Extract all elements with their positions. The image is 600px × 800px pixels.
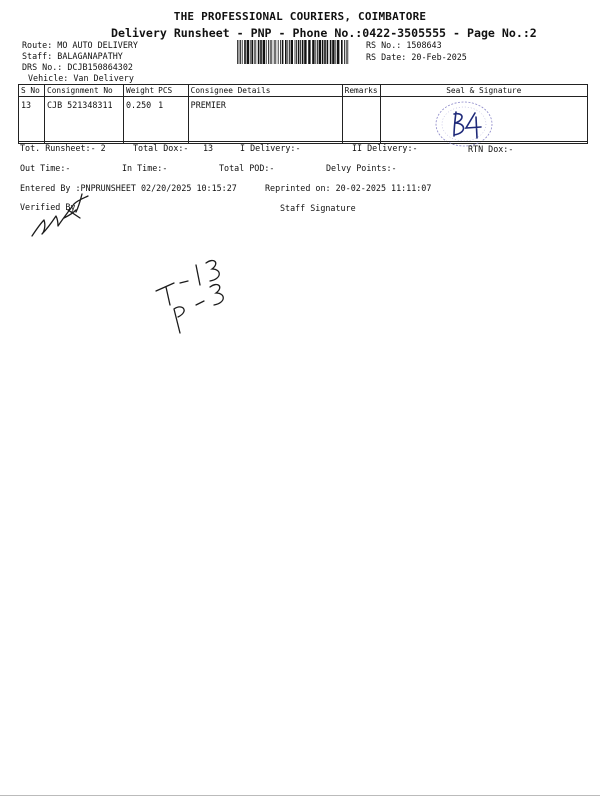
cell-consignee: PREMIER bbox=[188, 97, 342, 144]
cell-consignment: CJB 521348311 bbox=[45, 97, 124, 144]
reprinted-on: Reprinted on: 20-02-2025 11:11:07 bbox=[265, 183, 432, 193]
company-name: THE PROFESSIONAL COURIERS, COIMBATORE bbox=[173, 10, 427, 23]
runsheet-subtitle: Delivery Runsheet - PNP - Phone No.:0422-3505555 - Page No.:2 bbox=[111, 26, 537, 40]
entered-by: Entered By :PNPRUNSHEET 02/20/2025 10:15:27 bbox=[20, 183, 237, 193]
vehicle-label: Vehicle: Van Delivery bbox=[28, 73, 134, 83]
column-header-consignee: Consignee Details bbox=[188, 85, 342, 97]
total-dox-label: Total Dox:- bbox=[133, 143, 189, 153]
total-runsheet: Tot. Runsheet:- 2 bbox=[20, 143, 106, 153]
rs-date: RS Date: 20-Feb-2025 bbox=[366, 52, 467, 62]
cell-remarks bbox=[342, 97, 380, 144]
staff-signature-label: Staff Signature bbox=[280, 203, 356, 213]
drs-number: DRS No.: DCJB150864302 bbox=[22, 62, 133, 72]
column-header-weight: Weight bbox=[124, 85, 157, 97]
total-dox-value: 13 bbox=[203, 143, 214, 153]
page-bottom-edge bbox=[0, 795, 600, 796]
route-label: Route: MO AUTO DELIVERY bbox=[22, 40, 138, 50]
barcode bbox=[237, 40, 350, 64]
table-header-row bbox=[19, 85, 588, 97]
out-time-label: Out Time:- bbox=[20, 163, 71, 173]
rtn-dox-label: RTN Dox:- bbox=[468, 144, 514, 154]
column-header-consignment: Consignment No bbox=[45, 85, 124, 97]
column-header-remarks: Remarks bbox=[342, 85, 380, 97]
column-header-sno: S No bbox=[19, 85, 45, 97]
staff-label: Staff: BALAGANAPATHY bbox=[22, 51, 123, 61]
cell-seal bbox=[380, 97, 587, 144]
cell-sno: 13 bbox=[19, 97, 45, 144]
runsheet-table bbox=[18, 84, 588, 144]
cell-weight: 0.250 bbox=[124, 97, 157, 144]
total-pod-label: Total POD:- bbox=[219, 163, 275, 173]
divider-line bbox=[18, 141, 588, 142]
rs-number: RS No.: 1508643 bbox=[366, 40, 442, 50]
column-header-seal: Seal & Signature bbox=[380, 85, 587, 97]
verified-by-label: Verified By bbox=[20, 202, 76, 212]
column-header-pcs: PCS bbox=[156, 85, 188, 97]
in-time-label: In Time:- bbox=[122, 163, 168, 173]
verifier-signature bbox=[28, 190, 98, 242]
table-row bbox=[19, 97, 588, 144]
delivery-points-label: Delvy Points:- bbox=[326, 163, 397, 173]
cell-pcs: 1 bbox=[156, 97, 188, 144]
second-delivery-label: II Delivery:- bbox=[352, 143, 418, 153]
handwritten-note bbox=[152, 255, 242, 335]
first-delivery-label: I Delivery:- bbox=[240, 143, 301, 153]
